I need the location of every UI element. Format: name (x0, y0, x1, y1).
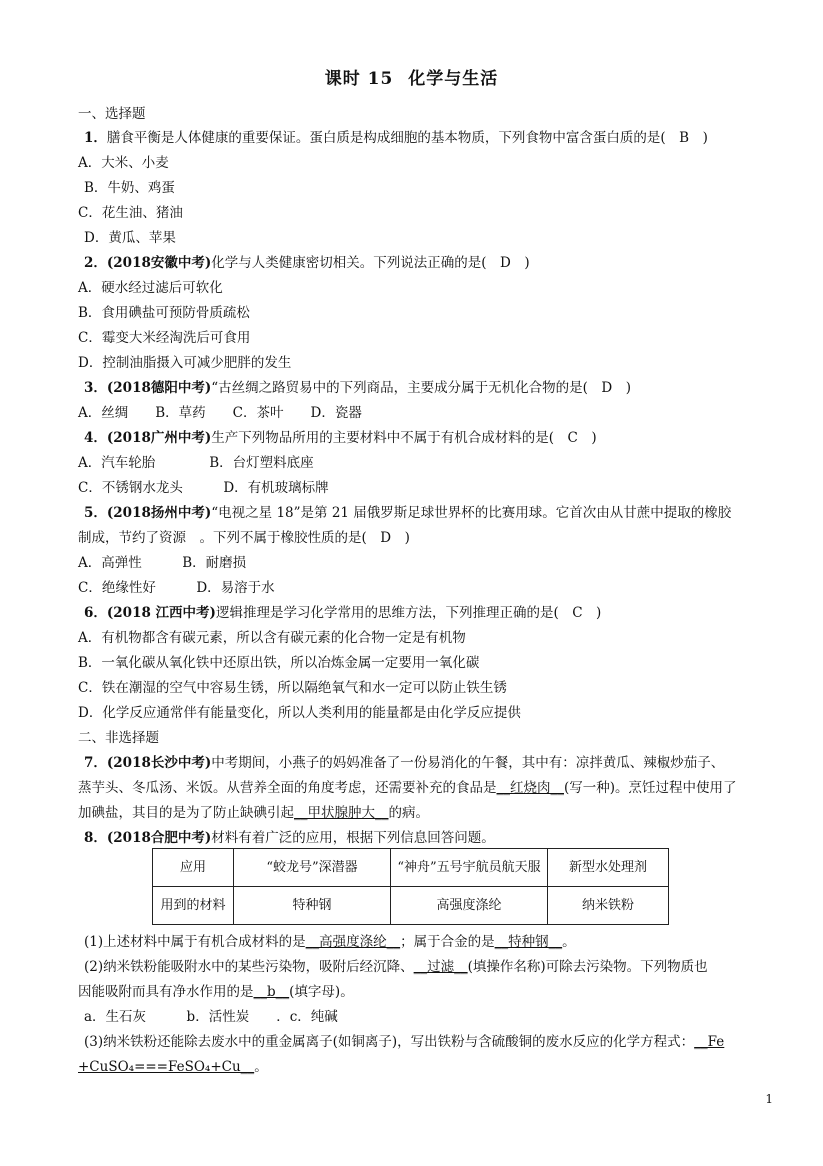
q8-part-1: (1)上述材料中属于有机合成材料的是__高强度涤纶__；属于合金的是__特种钢__。 (84, 934, 576, 950)
answer: __高强度涤纶__ (305, 934, 401, 950)
lesson-number: 课时 15 (324, 69, 394, 89)
option: C．霉变大米经淘洗后可食用 (78, 330, 251, 346)
option: B．食用碘盐可预防骨质疏松 (78, 305, 250, 321)
q8-part-3: (3)纳米铁粉还能除去废水中的重金属离子(如铜离子)，写出铁粉与含硫酸铜的废水反应的化学方程式：__Fe (84, 1034, 725, 1050)
question-8: 8．(2018合肥中考)材料有着广泛的应用，根据下列信息回答问题。 (84, 830, 495, 846)
q8-part-2-cont: 因能吸附而具有净水作用的是__b__(填字母)。 (78, 984, 354, 1000)
answer: __Fe (694, 1034, 725, 1050)
option: B．牛奶、鸡蛋 (84, 180, 175, 196)
question-1: 1．膳食平衡是人体健康的重要保证。蛋白质是构成细胞的基本物质，下列食物中富含蛋白质的是( B ) (84, 130, 708, 146)
option: D．黄瓜、苹果 (84, 230, 176, 246)
option: A．大米、小麦 (78, 155, 169, 171)
answer: __红烧肉__ (496, 780, 564, 796)
answer: __特种钢__ (494, 934, 563, 950)
question-2: 2．(2018安徽中考)化学与人类健康密切相关。下列说法正确的是( D ) (84, 255, 530, 271)
table-row: 应用 “蛟龙号”深潜器 “神舟”五号宇航员航天服 新型水处理剂 (153, 849, 669, 887)
question-5-cont: 制成，节约了资源 。下列不属于橡胶性质的是( D ) (78, 530, 410, 546)
option: B．一氧化碳从氧化铁中还原出铁，所以冶炼金属一定要用一氧化碳 (78, 655, 480, 671)
option: A．硬水经过滤后可软化 (78, 280, 223, 296)
option: D．化学反应通常伴有能量变化，所以人类利用的能量都是由化学反应提供 (78, 705, 521, 721)
lesson-topic: 化学与生活 (408, 69, 499, 89)
answer: +CuSO₄===FeSO₄+Cu__ (78, 1059, 255, 1075)
option: C．铁在潮湿的空气中容易生锈，所以隔绝氧气和水一定可以防止铁生锈 (78, 680, 507, 696)
options: C．不锈钢水龙头 D．有机玻璃标牌 (78, 480, 329, 496)
answer: __甲状腺肿大__ (294, 805, 389, 821)
options: a．生石灰 b．活性炭 ．c．纯碱 (84, 1009, 338, 1025)
page-title (0, 64, 823, 89)
options: A．汽车轮胎 B．台灯塑料底座 (78, 455, 314, 471)
question-5: 5．(2018扬州中考)“电视之星 18”是第 21 届俄罗斯足球世界杯的比赛用球。它首次由从甘蔗中提取的橡胶 (84, 505, 732, 521)
options: A．高弹性 B．耐磨损 (78, 555, 247, 571)
question-4: 4．(2018广州中考)生产下列物品所用的主要材料中不属于有机合成材料的是( C ) (84, 430, 597, 446)
table-row: 用到的材料 特种钢 高强度涤纶 纳米铁粉 (153, 887, 669, 925)
question-7-cont: 加碘盐，其目的是为了防止缺碘引起__甲状腺肿大__的病。 (78, 805, 429, 821)
q8-part-2: (2)纳米铁粉能吸附水中的某些污染物，吸附后经沉降、__过滤__(填操作名称)可除去污染物。下列物质也 (84, 959, 708, 975)
options: A．丝绸 B．草药 C．茶叶 D．瓷器 (78, 405, 362, 421)
option: D．控制油脂摄入可减少肥胖的发生 (78, 355, 292, 371)
q8-part-3-cont: +CuSO₄===FeSO₄+Cu__。 (78, 1059, 268, 1075)
answer: __过滤__ (413, 959, 468, 975)
option: C．花生油、猪油 (78, 205, 183, 221)
question-3: 3．(2018德阳中考)“古丝绸之路贸易中的下列商品，主要成分属于无机化合物的是( D ) (84, 380, 632, 396)
materials-table (152, 848, 669, 925)
question-6: 6．(2018 江西中考)逻辑推理是学习化学常用的思维方法，下列推理正确的是( C ) (84, 605, 602, 621)
page-number: 1 (765, 1092, 773, 1106)
question-7: 7．(2018长沙中考)中考期间，小燕子的妈妈准备了一份易消化的午餐，其中有：凉拌黄瓜、辣椒炒茄子、 (84, 755, 725, 771)
option: A．有机物都含有碳元素，所以含有碳元素的化合物一定是有机物 (78, 630, 466, 646)
options: C．绝缘性好 D．易溶于水 (78, 580, 275, 596)
section-heading: 二、非选择题 (78, 730, 159, 746)
answer: __b__ (253, 984, 290, 1000)
question-7-cont: 蒸芋头、冬瓜汤、米饭。从营养全面的角度考虑，还需要补充的食品是__红烧肉__(写一种)。烹饪过程中使用了 (78, 780, 737, 796)
section-heading: 一、选择题 (78, 106, 146, 122)
